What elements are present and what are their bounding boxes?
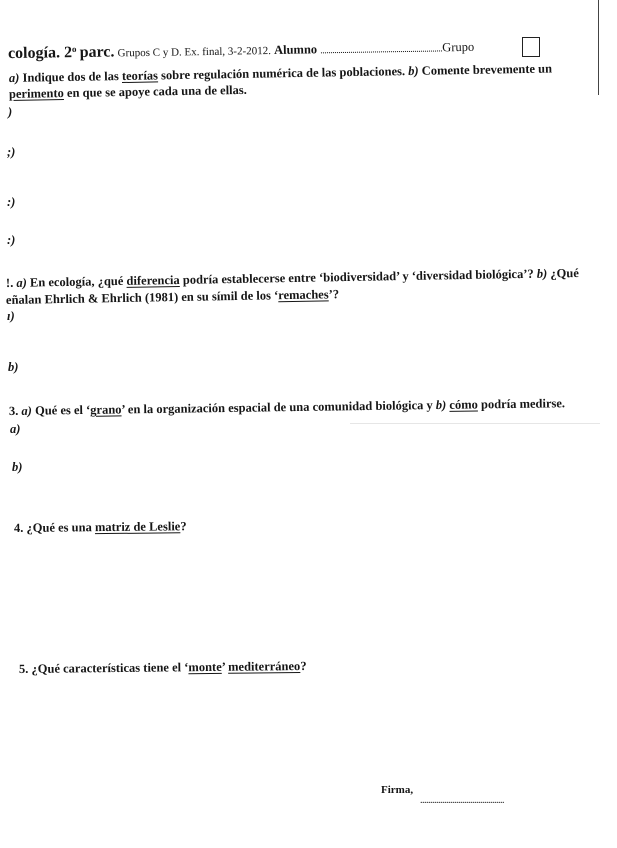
alumno-field[interactable]: ............................................................. — [320, 43, 443, 57]
term-grano: grano — [90, 402, 122, 417]
q1-line-1: a) Indique dos de las teorías sobre regulación numérica de las poblaciones. b) Comente brevemente un — [8, 61, 553, 85]
term-remaches: remaches — [278, 287, 329, 303]
term-mediterraneo: mediterráneo — [228, 659, 301, 674]
q3-answer-label-a: a) — [10, 422, 21, 436]
q1-answer-label-3: :) — [7, 195, 16, 209]
q3-line-1: 3. a) Qué es el ‘grano’ en la organización espacial de una comunidad biológica y b) cómo podría medirse. — [8, 396, 566, 418]
exam-header: cología. 2$^o$ parc. Grupos C y D. Ex. final, 3-2-2012. Alumno .............................................................Grupo — [7, 39, 475, 63]
grupo-label: Grupo — [442, 39, 475, 55]
q1-answer-label-1: ) — [8, 105, 13, 119]
term-diferencia: diferencia — [126, 272, 180, 288]
term-perimento: perimento — [8, 86, 64, 101]
q2-line-1: !. a) En ecología, ¿qué diferencia podría establecerse entre ‘biodiversidad’ y ‘diversidad biológica’? b) ¿Qué — [5, 266, 579, 290]
q1-answer-label-2: ;) — [7, 145, 16, 159]
q3-answer-label-b: b) — [12, 460, 23, 474]
q2-answer-label-b: b) — [8, 360, 19, 374]
q2-answer-label-a: ı) — [7, 309, 15, 323]
alumno-label: Alumno — [273, 42, 318, 57]
scan-artifact-line — [350, 423, 600, 424]
term-matriz-leslie: matriz de Leslie — [94, 519, 181, 535]
exam-title: cología. 2 — [7, 44, 73, 63]
term-teorias: teorías — [121, 68, 159, 84]
grupo-box[interactable] — [522, 37, 540, 57]
firma-label: Firma, — [381, 784, 414, 796]
exam-groups-date: Grupos C y D. Ex. final, 3-2-2012. — [117, 45, 272, 60]
q4-line: 4. ¿Qué es una matriz de Leslie? — [13, 519, 187, 535]
q5-line: 5. ¿Qué características tiene el ‘monte’ mediterráneo? — [18, 658, 307, 676]
q1-line-2: perimento en que se apoye cada una de ellas. — [8, 82, 247, 101]
exam-subtitle: parc. — [79, 43, 115, 62]
q2-line-2: eñalan Ehrlich & Ehrlich (1981) en su símil de los ‘remaches’? — [5, 287, 340, 307]
scan-edge-line — [598, 0, 599, 95]
term-como: cómo — [449, 397, 478, 412]
firma-field[interactable]: .......................................... — [420, 795, 504, 806]
q1-answer-label-4: :) — [7, 233, 16, 247]
term-monte: monte — [188, 659, 222, 675]
